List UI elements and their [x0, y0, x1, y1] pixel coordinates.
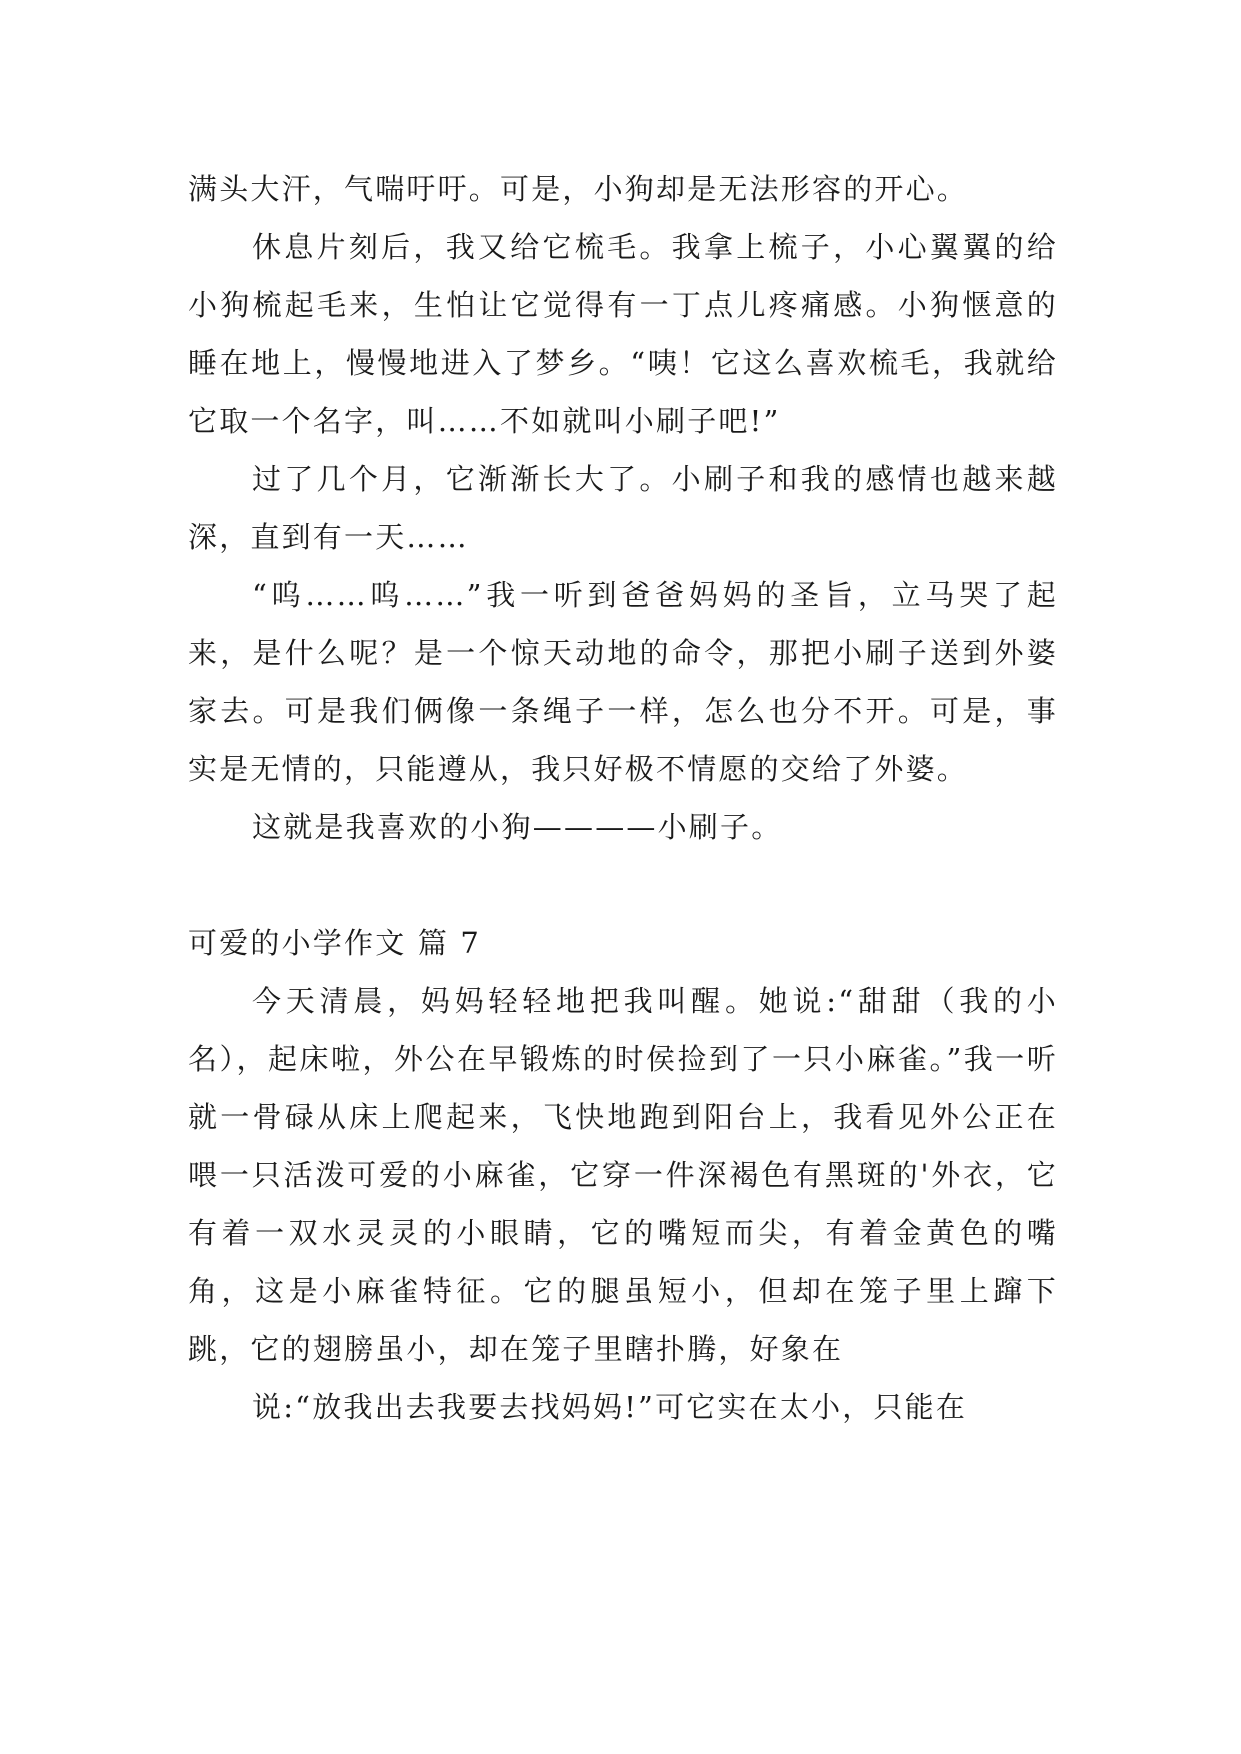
- section-heading: 可爱的小学作文 篇 7: [188, 926, 482, 960]
- section-spacer: [188, 856, 1058, 914]
- paragraph-3: 过了几个月，它渐渐长大了。小刷子和我的感情也越来越深，直到有一天……: [188, 462, 1058, 554]
- paragraph-7: 说:“放我出去我要去找妈妈!”可它实在太小，只能在: [252, 1390, 968, 1424]
- document-body: [188, 160, 1058, 1436]
- paragraph-2: 休息片刻后，我又给它梳毛。我拿上梳子，小心翼翼的给小狗梳起毛来，生怕让它觉得有一丁点儿疼痛感。小狗惬意的睡在地上，慢慢地进入了梦乡。“咦！它这么喜欢梳毛，我就给它取一个名字，叫……不如就叫小刷子吧!”: [188, 230, 1058, 438]
- paragraph-6: 今天清晨，妈妈轻轻地把我叫醒。她说:“甜甜（我的小名），起床啦，外公在早锻炼的时侯捡到了一只小麻雀。”我一听就一骨碌从床上爬起来，飞快地跑到阳台上，我看见外公正在喂一只活泼可爱的小麻雀，它穿一件深褐色有黑斑的'外衣，它有着一双水灵灵的小眼睛，它的嘴短而尖，有着金黄色的嘴角，这是小麻雀特征。它的腿虽短小，但却在笼子里上蹿下跳，它的翅膀虽小，却在笼子里瞎扑腾，好象在: [188, 984, 1058, 1366]
- paragraph-4: “呜……呜……”我一听到爸爸妈妈的圣旨，立马哭了起来，是什么呢？是一个惊天动地的命令，那把小刷子送到外婆家去。可是我们俩像一条绳子一样，怎么也分不开。可是，事实是无情的，只能遵从，我只好极不情愿的交给了外婆。: [188, 578, 1058, 786]
- paragraph-1: 满头大汗，气喘吁吁。可是，小狗却是无法形容的开心。: [188, 172, 969, 206]
- paragraph-5: 这就是我喜欢的小狗————小刷子。: [252, 810, 783, 844]
